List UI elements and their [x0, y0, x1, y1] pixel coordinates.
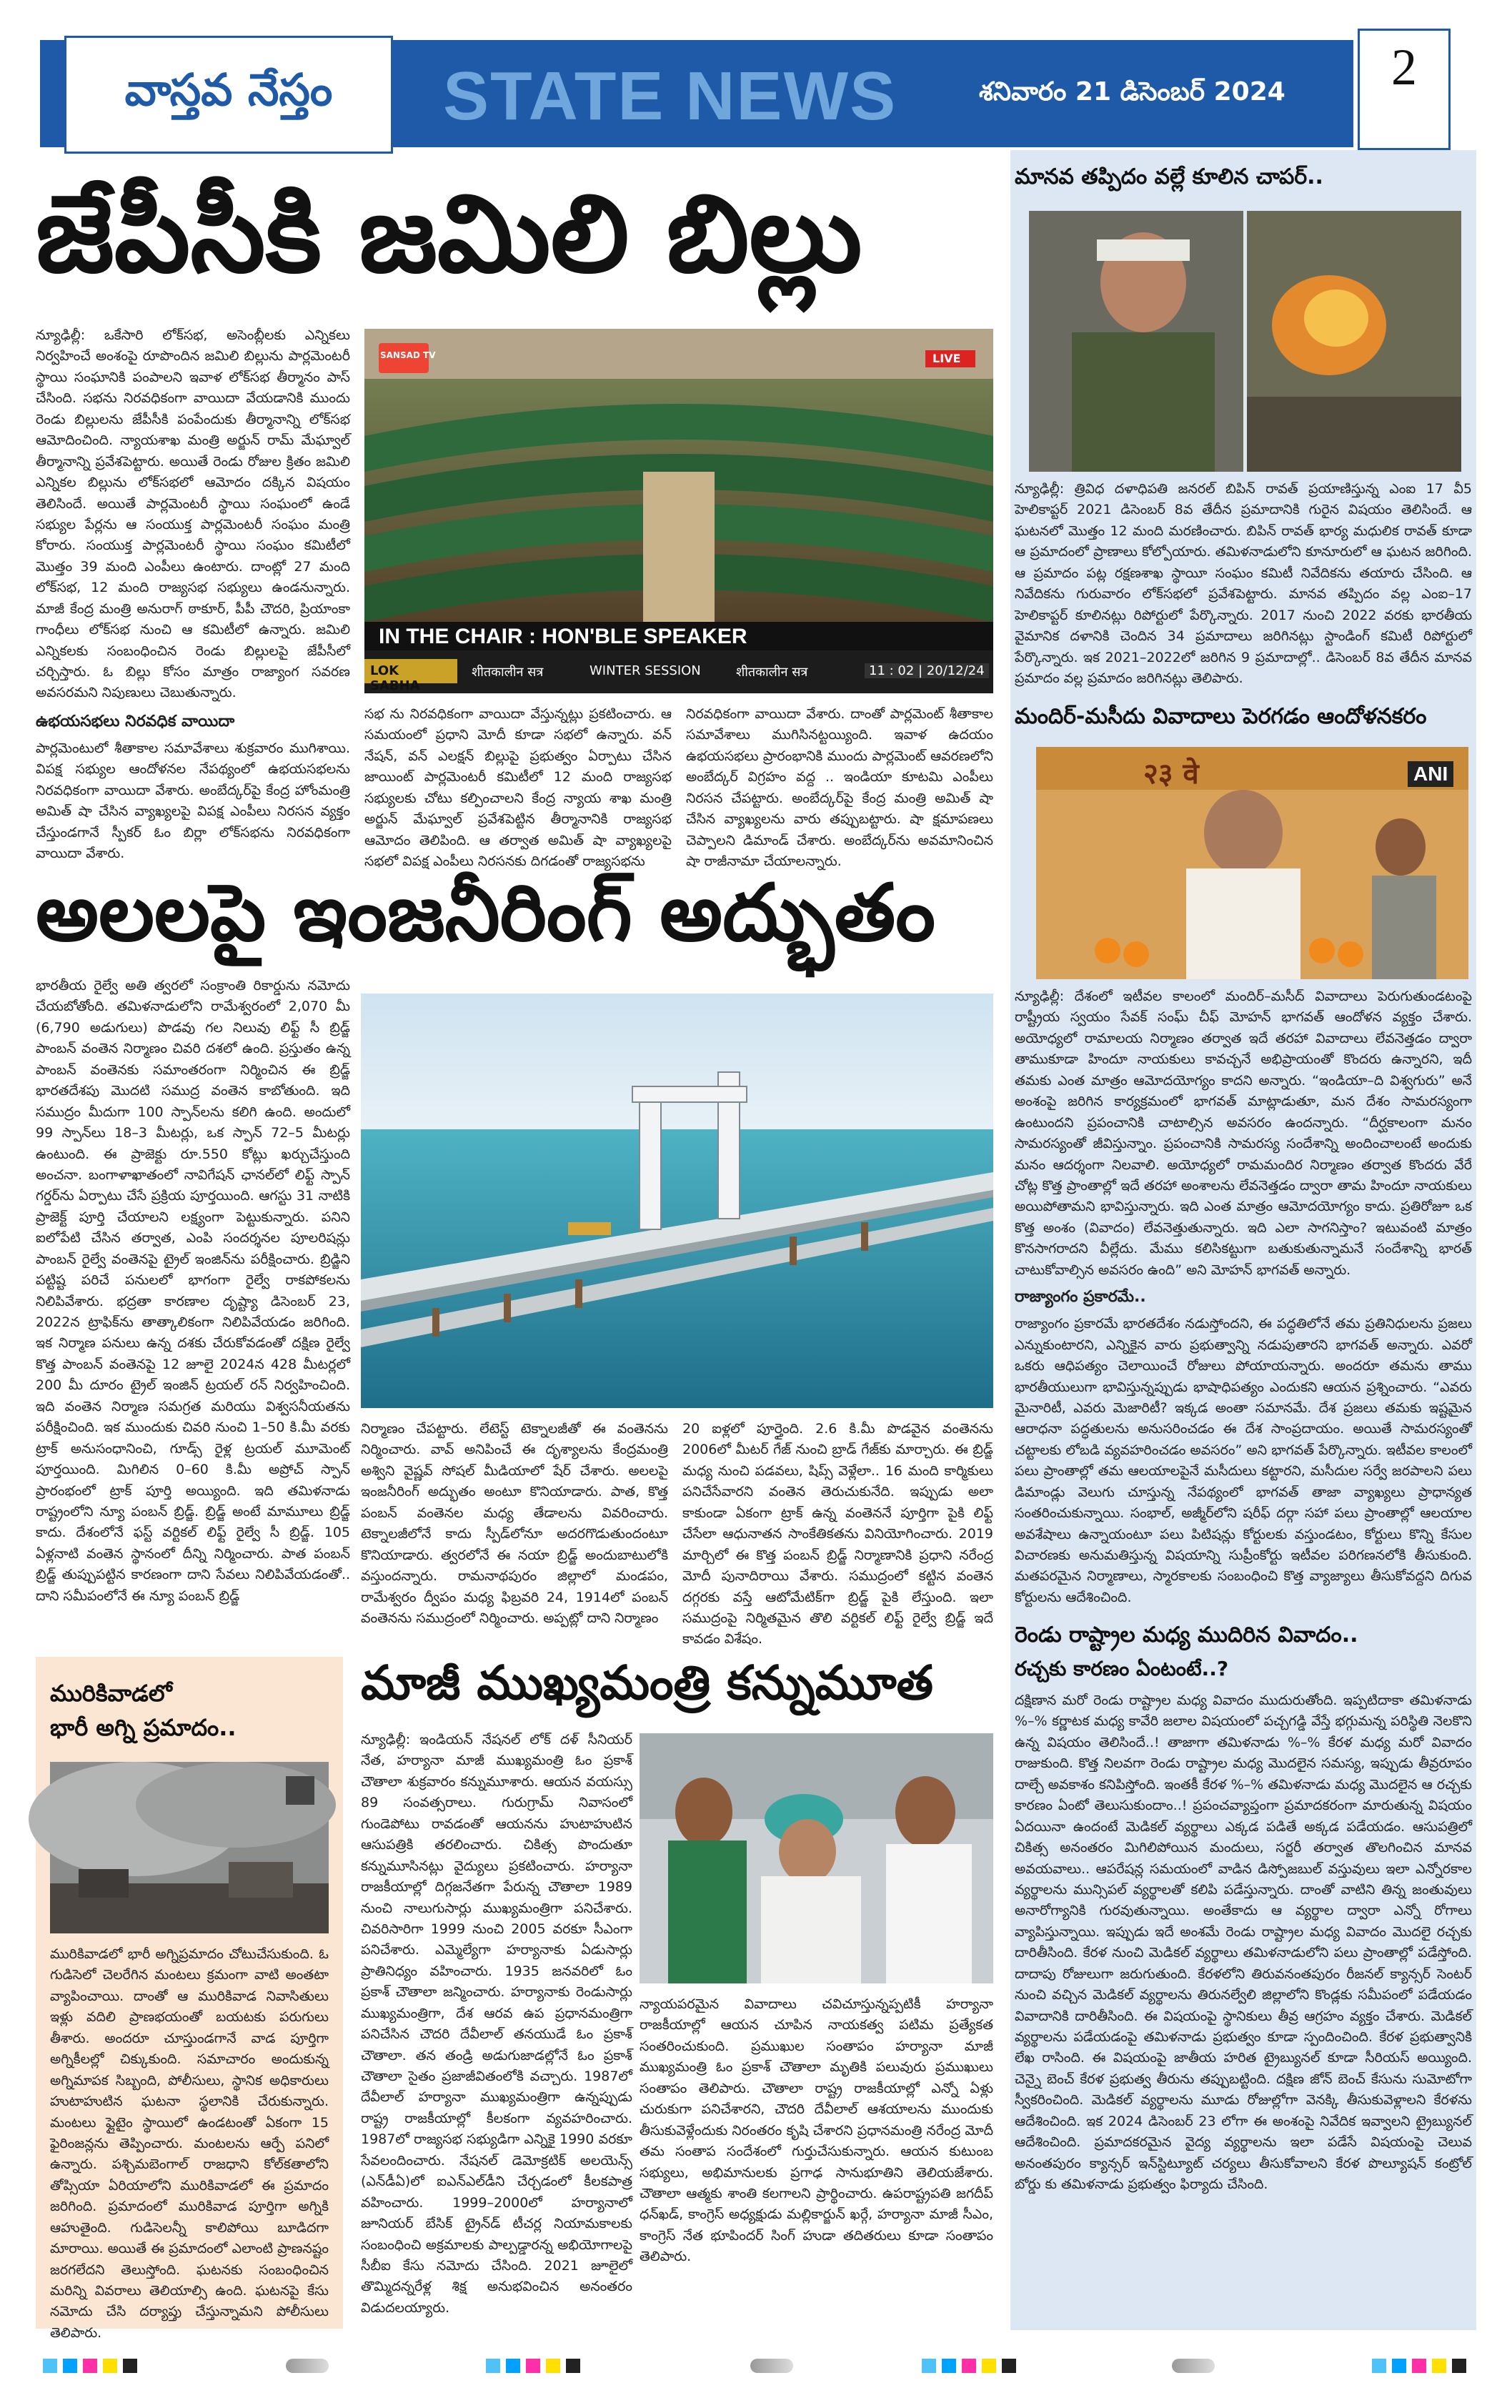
registration-marks-mid	[486, 2359, 580, 2373]
fire-headline-line1: మురికివాడలో	[50, 1680, 172, 1707]
tv-channel-logo: SANSAD TV	[380, 350, 436, 360]
sidebar-story1-body: న్యూఢిల్లీ: త్రివిధ దళాధిపతి జనరల్ బిపిన్ రావత్ ప్రయాణిస్తున్న ఎంఐ 17 వీ5 హెలికాప్టర్ 2021 డిసెంబర్ 8వ తేదీన ప్రమాదానికి గురైన విషయం తెలిసిందే. ఆ ఘటనలో మొత్తం 12 మంది మరణించారు. బిపిన్ రావత్ భార్య మధులిక రావత్ కూడా ఆ ప్రమాదంలో ప్రాణాలు కోల్పోయారు. తమిళనాడులోని కూనూరులో ఆ ఘటన జరిగింది. ఆ ప్రమాదం పట్ల రక్షణశాఖ స్థాయీ సంఘం కమిటీ నివేదికను తయారు చేసింది. ఆ నివేదికను గురువారం లోక్‌సభలో ప్రవేశపెట్టారు. మానవ తప్పిదం వల్ల ఎంఐ–17 హెలికాప్టర్ కూలినట్లు రిపోర్టులో పేర్కొన్నారు. 2017 నుంచి 2022 వరకు భారతీయ వైమానిక దళానికి చెందిన 34 ప్రమాదాలు జరిగినట్లు స్టాండింగ్ కమిటీ రిపోర్టులో పేర్కొన్నారు. ఇక 2021–2022లో జరిగిన 9 ప్రమాదాల్లో.. డిసెంబర్ 8వ తేదీన మానవ ప్రమాదం వల్ల ప్రమాదం జరిగినట్లు తెలిపారు.	[1015, 481, 1472, 686]
bhagwat-photo	[1036, 747, 1468, 979]
sidebar-story2-headline: మందిర్-మసీదు వివాదాలు పెరగడం ఆందోళనకరం	[1015, 704, 1427, 729]
lead-column-3: నిరవధికంగా వాయిదా వేశారు. దాంతో పార్లమెంట్ శీతాకాల సమావేశాలు ముగిసినట్టయ్యింది. ఇవాళ ఉదయం ఉభయసభలు ప్రారంభానికి ముందు పార్లమెంట్ ఆవరణలోని అంబేద్కర్ విగ్రహం వద్ద .. ఇండియా కూటమి ఎంపీలు నిరసన చేపట్టారు. అంబేద్కర్‌పై కేంద్ర మంత్రి అమిత్ షా చేసిన వ్యాఖ్యలను వారు తప్పుబట్టారు. షా క్షమాపణలు చెప్పాలని డిమాండ్ చేశారు. అంబేద్కర్‌ను అవమానించిన షా రాజీనామా చేయాలన్నారు.	[686, 706, 993, 870]
bridge-headline: అలలపై ఇంజనీరింగ్ అద్భుతం	[36, 867, 935, 958]
lead-column-1	[36, 325, 350, 862]
tv-caption: IN THE CHAIR : HON'BLE SPEAKER	[379, 625, 747, 648]
fire-body: మురికివాడలో భారీ అగ్నిప్రమాదం చోటుచేసుకుంది. ఓ గుడిసెలో చెలరేగిన మంటలు క్రమంగా వాటి అంతటా వ్యాపించాయి. దాంతో ఆ మురికివాడ నివాసితులు ఇళ్లు వదిలి ప్రాణభయంతో బయటకు పరుగులు తీశారు. అందరూ చూస్తుండగానే వాడ పూర్తిగా అగ్నికీలల్లో చిక్కుకుంది. సమాచారం అందుకున్న అగ్నిమాపక సిబ్బంది, పోలీసులు, స్థానిక అధికారులు హుటాహుటిన ఘటనా స్థలానికి చేరుకున్నారు. మంటలు ఫ్లైటైం స్థాయిలో ఉండటంతో ఏకంగా 15 ఫైరింజన్లను తెప్పించారు. మంటలను ఆర్పే పనిలో ఉన్నారు. పశ్చిమబెంగాల్ రాజధాని కోల్‌కతాలోని తోప్సియా ఏరియాలోని మురికివాడలో ఈ ప్రమాదం జరిగింది. ప్రమాదంలో మురికివాడ పూర్తిగా అగ్నికి ఆహుతైంది. గుడిసెలన్నీ కాలిపోయి బూడిదగా మారాయి. అయితే ఈ ప్రమాదంలో ఎలాంటి ప్రాణనష్టం జరగలేదని తెలుస్తోంది. ఘటనకు సంబంధించిన మరిన్ని వివరాలు తెలియాల్సి ఉంది. ఘటనపై కేసు నమోదు చేసి దర్యాప్తు చేస్తున్నామని పోలీసులు తెలిపారు.	[50, 1946, 329, 2341]
sidebar-story3-headline: రెండు రాష్ట్రాల మధ్య ముదిరిన వివాదం..	[1015, 1622, 1358, 1648]
lead-col1b-text: పార్లమెంటులో శీతాకాల సమావేశాలు శుక్రవారం ముగిశాయి. విపక్ష సభ్యుల ఆందోళనల నేపథ్యంలో ఉభయసభలను నిరవధికంగా వాయిదా వేశారు. అంబేద్కర్‌పై కేంద్ర హోంమంత్రి అమిత్ షా చేసిన వ్యాఖ్యలపై విపక్ష ఎంపీలు నిరసన వ్యక్తం చేస్తుండగానే స్పీకర్ ఓం బిర్లా లోక్‌సభను నిరవధికంగా వాయిదా వేశారు.	[36, 740, 350, 862]
issue-date: శనివారం 21 డిసెంబర్ 2024	[979, 77, 1285, 106]
registration-pill-1	[286, 2359, 329, 2373]
registration-marks-mid2	[922, 2359, 1016, 2373]
registration-marks-left	[43, 2359, 137, 2373]
registration-pill-2	[750, 2359, 793, 2373]
event-banner-text: २३ वे	[1143, 758, 1199, 791]
fire-headline	[50, 1676, 329, 1745]
bhagwat-illustration	[1036, 747, 1468, 979]
sidebar-story3-subhead: రచ్చకు కారణం ఏంటంటే..?	[1015, 1657, 1229, 1680]
cm-column-2: న్యాయపరమైన వివాదాలు చవిచూస్తున్నప్పటికీ హర్యానా రాజకీయాల్లో ఆయన చూపిన నాయకత్వ పటిమ ప్రత్యేకత సంతరించుకుంది. ప్రముఖుల సంతాపం హర్యానా మాజీ ముఖ్యమంత్రి ఓం ప్రకాశ్ చౌతాలా మృతికి పలువురు ప్రముఖులు సంతాపం తెలిపారు. చౌతాలా రాష్ట్ర రాజకీయాల్లో ఎన్నో ఏళ్లు చురుకుగా పనిచేశారని, చౌదరి దేవీలాల్ ఆశయాలను ముందుకు తీసుకువెళ్లేందుకు నిరంతరం కృషి చేశారని ప్రధానమంత్రి నరేంద్ర మోదీ తమ సంతాప సందేశంలో గుర్తుచేసుకున్నారు. ఆయన కుటుంబ సభ్యులు, అభిమానులకు ప్రగాఢ సానుభూతిని తెలియజేశారు. చౌతాలా ఆత్మకు శాంతి కలగాలని ప్రార్థించారు. ఉపరాష్ట్రపతి జగదీప్ ధన్‌ఖడ్, కాంగ్రెస్ అధ్యక్షుడు మల్లికార్జున్ ఖర్గే, హర్యానా మాజీ సీఎం, కాంగ్రెస్ నేత భూపిందర్ సింగ్ హుడా తదితరులు కూడా సంతాపం తెలిపారు.	[640, 1996, 993, 2265]
chopper-crash-photo	[1029, 211, 1461, 472]
section-title: STATE NEWS	[443, 58, 897, 134]
pamban-bridge-photo	[361, 994, 993, 1408]
sidebar-story2-subhead: రాజ్యాంగం ప్రకారమే..	[1015, 1288, 1146, 1307]
newspaper-logo: వాస్తవ నేస్తం	[64, 36, 393, 154]
tv-band-mid3: शीतकालीन सत्र	[736, 665, 808, 680]
pamban-bridge-illustration	[361, 994, 993, 1408]
tv-live-badge: LIVE	[932, 352, 961, 365]
page-number: 2	[1358, 29, 1451, 150]
lead-subhead: ఉభయసభలు నిరవధిక వాయిదా	[36, 712, 235, 730]
tv-band-mid1: शीतकालीन सत्र	[472, 665, 544, 680]
lead-headline: జేపీసీకి జమిలి బిల్లు	[36, 172, 862, 297]
lead-column-2: సభ ను నిరవధికంగా వాయిదా వేస్తున్నట్లు ప్రకటించారు. ఆ సమయంలో ప్రధాని మోదీ కూడా సభలో ఉన్నారు. వన్ నేషన్, వన్ ఎలక్షన్ బిల్లుపై ప్రభుత్వం ఏర్పాటు చేసిన జాయింట్ పార్లమెంటరీ కమిటీలో 12 మంది రాజ్యసభ సభ్యులకు చోటు కల్పించాలని కేంద్ర న్యాయ శాఖ మంత్రి అర్జున్ మేఘ్వాల్ ప్రవేశపెట్టిన తీర్మానానికి రాజ్యసభ ఆమోదం తెలిపింది. ఆ తర్వాత అమిత్ షా వ్యాఖ్యలపై సభలో విపక్ష ఎంపీలు నిరసనకు దిగడంతో రాజ్యసభను	[364, 706, 672, 870]
sidebar-story2-text: న్యూఢిల్లీ: దేశంలో ఇటీవల కాలంలో మందిర్–మసీద్ వివాదాలు పెరుగుతుండటంపై రాష్ట్రీయ స్వయం సేవక్ సంఘ్ చీఫ్ మోహన్ భాగవత్ ఆందోళన వ్యక్తం చేశారు. అయోధ్యలో రామాలయ నిర్మాణం తర్వాత ఇదే తరహా వివాదాలు లేవనెత్తడం ద్వారా తాముకూడా హిందూ నాయకులు కావచ్చనే అభిప్రాయంతో కొందరు ఉన్నారని, ఇదీ తమకు ఎంత మాత్రం ఆమోదయోగ్యం కాదని అన్నారు. “ఇండియా–ది విశ్వగురు” అనే అంశంపై జరిగిన కార్యక్రమంలో భాగవత్ మాట్లాడుతూ, మన దేశం సామరస్యంగా ఉంటుందని ప్రపంచానికి చాటాల్సిన అవసరం ఉందన్నారు. “దీర్ఘకాలంగా మనం సామరస్యంతో జీవిస్తున్నాం. ప్రపంచానికి సామరస్య సందేశాన్ని అందించాలంటే అందుకు మనం ఆదర్శంగా నిలవాలి. అయోధ్యలో రామమందిర నిర్మాణం తర్వాత కొందరు వేరే చోట్ల కొత్త ప్రాంతాల్లో ఇదే తరహా అంశాలను లేవనెత్తడం ద్వారా తామ హిందూ నాయకులు అయిపోతామని భావిస్తున్నారు. ఇది ఎంత మాత్రం ఆమోదయోగ్యం కాదు. ప్రతిరోజూ ఒక కొత్త అంశం (వివాదం) లేవనెత్తుతున్నారు. ఇది ఎలా సాగనిస్తాం? ఇటువంటి మాత్రం కొనసాగరాదని వీల్లేదు. మేము కలిసికట్టుగా బతుకుతున్నామనే సందేశాన్ని భారత్ చాటుకోవాల్సిన అవసరం ఉంది” అని మోహన్ భాగవత్ అన్నారు.	[1015, 989, 1472, 1278]
cm-column-1: న్యూఢిల్లీ: ఇండియన్ నేషనల్ లోక్ దళ్ సీనియర్ నేత, హర్యానా మాజీ ముఖ్యమంత్రి ఓం ప్రకాశ్ చౌతాలా శుక్రవారం కన్నుమూశారు. ఆయన వయస్సు 89 సంవత్సరాలు. గురుగ్రామ్ నివాసంలో గుండెపోటు రావడంతో ఆయనను హుటాహుటిన ఆసుపత్రికి తరలించారు. చికిత్స పొందుతూ కన్నుమూసినట్లు వైద్యులు ప్రకటించారు. హర్యానా రాజకీయాల్లో దిగ్గజనేతగా పేరున్న చౌతాలా 1989 నుంచి నాలుగుసార్లు ముఖ్యమంత్రిగా పనిచేశారు. చివరిసారిగా 1999 నుంచి 2005 వరకూ సీఎంగా పనిచేశారు. ఎమ్మెల్యేగా హర్యానాకు ఏడుసార్లు ప్రాతినిధ్యం వహించారు. 1935 జనవరిలో ఓం ప్రకాశ్ చౌతాలా జన్మించారు. హర్యానాకు రెండుసార్లు ముఖ్యమంత్రిగా, దేశ ఆరవ ఉప ప్రధానమంత్రిగా పనిచేసిన చౌదరి దేవీలాల్ తనయుడే ఓం ప్రకాశ్ చౌతాలా. తన తండ్రి అడుగుజాడల్లోనే ఓం ప్రకాశ్ చౌతాలా సైతం ప్రజాజీవితంలోకి వచ్చారు. 1987లో దేవీలాల్ హర్యానా ముఖ్యమంత్రిగా ఉన్నప్పుడు రాష్ట్ర రాజకీయాల్లో కీలకంగా వ్యవహరించారు. 1987లో రాజ్యసభ సభ్యుడిగా ఎన్నికై 1990 వరకూ సేవలందించారు. నేషనల్ డెమోక్రటిక్ అలయెన్స్ (ఎన్‌డీఏ)లో ఐఎన్ఎల్‌డీని చేర్చడంలో కీలకపాత్ర వహించారు. 1999–2000లో హర్యానాలో జూనియర్ బేసిక్ ట్రైన్‌డ్ టీచర్ల నియామకాలకు సంబంధించి అక్రమాలకు పాల్పడ్డారన్న అభియోగాలపై సీబీఐ కేసు నమోదు చేసింది. 2021 జూలైలో తొమ్మిదన్నరేళ్ల శిక్ష అనుభవించిన అనంతరం విడుదలయ్యారు.	[361, 1732, 632, 2316]
sidebar-story3-body: దక్షిణాన మరో రెండు రాష్ట్రాల మధ్య వివాదం ముదురుతోంది. ఇప్పటిదాకా తమిళనాడు %–% కర్ణాటక మధ్య కావేరి జలాల విషయంలో పచ్చగడ్డి వేస్తే భగ్గుమన్న పరిస్థితి నెలకొని ఉన్న విషయం తెలిసిందే..! తాజాగా తమిళనాడు %–% కేరళ మధ్య మరో వివాదం రాజుకుంది. కొత్త నిలవగా రెండు రాష్ట్రాల మధ్య మొదలైన సమస్య, ఇప్పుడు తీవ్రరూపం దాల్చే అవకాశం కనిపిస్తోంది. ఇంతకీ కేరళ %–% తమిళనాడు మధ్య మొదలైన ఆ రచ్చకు కారణం ఏంటో తెలుసుకుందాం..! ప్రపంచవ్యాప్తంగా ప్రమాదకరంగా మారుతున్న విషయం ఏదయినా ఉందంటే మెడికల్ వ్యర్థాలు ఎక్కడ పడితే అక్కడ పడేయడం. ఆసుపత్రిలో చికిత్స అనంతరం మిగిలిపోయిన మందులు, సర్జరీ తర్వాత తొలగించిన మానవ అవయవాలు.. ఆపరేషన్ల సమయంలో వాడిన డిస్పోజబుల్ వస్తువులు ఇలా ఎన్నోరకాల వ్యర్థాలను మున్సిపల్ వ్యర్థాలతో కలిపి పడేస్తున్నారు. దాంతో వాటిని తిన్న జంతువులు అనారోగ్యానికి గురవుతున్నాయి. అంతేకాదు ఆ వ్యర్థాల ద్వారా ఎన్నో రోగాలు వ్యాపిస్తున్నాయి. ఇప్పుడు ఇదే అంశమే రెండు రాష్ట్రాల మధ్య వివాదం మొదలై రచ్చకు దారితీసింది. కేరళ నుంచి మెడికల్ వ్యర్థాలు తమిళనాడులోని పలు ప్రాంతాల్లో పడేస్తోంది. దాదాపు రోజులుగా జరుగుతుంది. కేరళలోని తిరువనంతపురం రీజనల్ క్యాన్సర్ సెంటర్ నుంచి వచ్చిన మెడికల్ వ్యర్థాలను తిరునల్వేలి జిల్లాలోని కొండ్లకు సమీపంలో పడేయడం వివాదానికి దారితీసింది. ఈ విషయంపై స్థానికులు తీవ్ర ఆగ్రహం వ్యక్తం చేశారు. మెడికల్ వ్యర్థాలను పడేయడంపై తమిళనాడు ప్రభుత్వం కూడా స్పందించింది. కేరళ ప్రభుత్వానికి లేఖ రాసింది. ఈ విషయంపై జాతీయ హరిత ట్రైబ్యునల్ కూడా సీరియస్ అయ్యింది. చెన్నై బెంచ్‌ కేరళ ప్రభుత్వ తీరును తప్పుబట్టింది. దక్షిణ జోన్ బెంచ్ కేసును సుమోటోగా స్వీకరించింది. మెడికల్ వ్యర్థాలను మూడు రోజుల్లోగా వెనక్కి తీసుకువెళ్లాలని కేరళను ఆదేశించింది. ఇక 2024 డిసెంబర్ 23 లోగా ఈ అంశంపై నివేదిక ఇవ్వాలని ట్రైబ్యునల్ ఆదేశించింది. ప్రమాదకరమైన వైద్య వ్యర్థాలను ఇలా పడేసే విషయంపై చెలువ అనంతపురం క్యాన్సర్ ఇన్‌స్టిట్యూట్ చర్యలు తీసుకోవాలని కేరళ పొల్యూషన్ కంట్రోల్ బోర్డు కు తమిళనాడు ప్రభుత్వం ఫిర్యాదు చేసింది.	[1015, 1693, 1472, 2193]
fire-illustration	[50, 1762, 329, 1933]
tv-band-mid2: WINTER SESSION	[590, 663, 701, 678]
lok-sabha-photo	[364, 329, 993, 693]
registration-marks-right	[1372, 2359, 1466, 2373]
bridge-column-2: నిర్మాణం చేపట్టారు. లేటెస్ట్ టెక్నాలజీతో ఈ వంతెనను నిర్మించారు. వావ్ అనిపించే ఈ దృశ్యాలను కేంద్రమంత్రి అశ్విని వైష్ణవ్ సోషల్ మీడియాలో షేర్ చేశారు. అలలపై ఇంజనీరింగ్ అద్భుతం అంటూ కొనియాడారు. పాత, కొత్త పంబన్ వంతెనల మధ్య తేడాలను వివరించారు. టెక్నాలజీలోనే కాదు స్పీడ్‌లోనూ అదరగొడుతుందంటూ కొనియాడారు. త్వరలోనే ఈ నయా బ్రిడ్జ్ అందుబాటులోకి వస్తుందన్నారు. రామనాథపురం జిల్లాలో మండపం, రామేశ్వరం ద్వీపం మధ్య ఫిబ్రవరి 24, 1914లో పంబన్ వంతెనను సముద్రంలో నిర్మించారు. అప్పట్లో దాని నిర్మాణం	[361, 1421, 668, 1626]
ani-watermark: ANI	[1408, 761, 1453, 787]
fire-headline-line2: భారీ అగ్ని ప్రమాదం..	[50, 1714, 237, 1741]
lead-col1-text: న్యూఢిల్లీ: ఒకేసారి లోక్‌సభ, అసెంబ్లీలకు ఎన్నికలు నిర్వహించే అంశంపై రూపొందిన జమిలి బిల్లును పార్లమెంటరీ స్థాయి సంఘానికి పంపాలని ఇవాళ లోక్‌సభ తీర్మానం పాస్ చేసింది. సభను నిరవధికంగా వాయిదా వేయడానికి ముందు రెండు బిల్లులను జేపీసీకి పంపేందుకు తీర్మానాన్ని లోక్‌సభ ఆమోదించింది. న్యాయశాఖ మంత్రి అర్జున్ రామ్ మేఘ్వాల్ తీర్మానాన్ని ప్రవేశపెట్టారు. అయితే రెండు రోజుల క్రితం జమిలి ఎన్నికల బిల్లును లోక్‌సభలో ఆమోదం దక్కిన విషయం తెలిసిందే. అయితే పార్లమెంటరీ స్థాయి సంఘంలో ఉండే సభ్యుల పేర్లను ఆ సంయుక్త పార్లమెంటరీ సంఘం మంత్రి కోరారు. సంయుక్త పార్లమెంటరీ స్థాయి సంఘం కమిటీలో మొత్తం 39 మంది ఎంపీలు ఉంటారు. దాంట్లో 27 మంది లోక్‌సభ, 12 మంది రాజ్యసభ సభ్యులు ఉండనున్నారు. మాజీ కేంద్ర మంత్రి అనురాగ్ ఠాకూర్, పీపీ చౌదరి, ప్రియాంకా గాంధీలు లోక్‌సభ నుంచి ఆ కమిటీలో ఉన్నారు. జమిలి ఎన్నికలకు సంబంధించిన రెండు బిల్లులపై జేపీసీలో చర్చిస్తారు. ఓ బిల్లు కోసం మాత్రం రాజ్యాంగ సవరణ అవసరమని నిపుణులు చెబుతున్నారు.	[36, 327, 350, 701]
sidebar-story1-headline: మానవ తప్పిదం వల్లే కూలిన చాపర్..	[1015, 164, 1323, 189]
bridge-column-3: 20 ఐళ్లలో పూర్తైంది. 2.6 కి.మీ పొడవైన వంతెనను 2006లో మీటర్ గేజ్ నుంచి బ్రాడ్ గేజ్‌కు మార్చారు. ఈ బ్రిడ్జ్ మధ్య నుంచి పడవలు, షిప్స్ వెళ్లేలా.. 16 మంది కార్మికులు పనిచేసేవారని వంతెన తెరుచుకునేది. ఇప్పుడు అలా కాకుండా ఏకంగా ట్రాక్ ఉన్న వంతెననే పూర్తిగా పైకి లిఫ్ట్ చేసేలా ఆధునాతన సాంకేతికతను వినియోగించారు. 2019 మార్చిలో ఈ కొత్త పంబన్ బ్రిడ్జ్ నిర్మాణానికి ప్రధాని నరేంద్ర మోదీ పునాదిరాయి వేశారు. సముద్రంలో కట్టిన వంతెన దగ్గరకు వస్తే ఆటోమేటిక్‌గా బ్రిడ్జ్ పైకి లేస్తుంది. ఇలా సముద్రంపై నిర్మితమైన తొలి వర్టికల్ లిఫ్ట్ రైల్వే బ్రిడ్జ్ ఇదే కావడం విశేషం.	[682, 1421, 993, 1648]
cm-headline: మాజీ ముఖ్యమంత్రి కన్నుమూత	[361, 1655, 933, 1710]
sidebar-story2-text2: రాజ్యాంగం ప్రకారమే భారతదేశం నడుస్తోందని, ఈ పద్ధతిలోనే తమ ప్రతినిధులను ప్రజలు ఎన్నుకుంటారని, ఎన్నికైన వారు ప్రభుత్వాన్ని నడుపుతారని భాగవత్ అన్నారు. ఎవరో ఒకరు ఆధిపత్యం చెలాయించే రోజులు పోయాయన్నారు. అందరూ తమను తాము భారతీయులుగా భావిస్తున్నప్పుడు భాషాధిపత్యం ఎందుకని ఆయన ప్రశ్నించారు. “ఎవరు మైనారిటీ, ఎవరు మెజారిటీ? ఇక్కడ అంతా సమానమే. దేశ ప్రజలు తమకు ఇష్టమైన ఆరాధనా పద్ధతులను అనుసరించడం ఈ దేశ సాంప్రదాయం. అయితే సామరస్యంతో చట్టాలకు లోబడి వ్యవహరించడం అవసరం” అని భాగవత్ పేర్కొన్నారు. ఇటీవల కాలంలో పలు ప్రాంతాల్లో తమ ఆలయాలపైనే మసీదులు కట్టారని, మసీదుల సర్వే జరపాలని పలు డిమాండ్లు వెలుగు చూస్తున్న నేపథ్యంలో భాగవత్ తాజా వ్యాఖ్యలు ప్రాధాన్యత సంతరించుకున్నాయి. సంభాల్, అజ్మీర్‌లోని షరీఫ్ దర్గా సహా పలు ప్రాంతాల్లో ఆలయాల అవశేషాలు ఉన్నాయంటూ పలు పిటిషన్లు కోర్టులకు వస్తుండటం, కోర్టులు కొన్ని కేసుల విచారణకు అనుమతిస్తున్న విషయాన్ని సుప్రీంకోర్టు ఇటీవల పరిగణనలోకి తీసుకుంది. మతపరమైన నిర్మాణాలు, స్మారకాలకు సంబంధించి కొత్త వ్యాజ్యాలు తీసుకోవద్దని దిగువ కోర్టులను ఆదేశించింది.	[1015, 1316, 1472, 1605]
fire-photo	[50, 1762, 329, 1933]
bridge-column-1: భారతీయ రైల్వే అతి త్వరలో సంక్రాంతి రికార్డును నమోదు చేయబోతోంది. తమిళనాడులోని రామేశ్వరంలో 2,070 మీ (6,790 అడుగులు) పొడవు గల నిలువు లిఫ్ట్ సీ బ్రిడ్జ్ పాంబన్ వంతెన నిర్మాణం చివరి దశలో ఉంది. ప్రస్తుతం ఉన్న పాంబన్ వంతెనకు సమాంతరంగా నిర్మించిన ఈ బ్రిడ్జ్ భారతదేశపు మొదటి సముద్ర వంతెన కాబోతుంది. ఇది సముద్రం మీదుగా 100 స్పాన్‌లను కలిగి ఉంది. అందులో 99 స్పాన్‌లు 18–3 మీటర్లు, ఒక స్పాన్ 72–5 మీటర్లు ఉంటుంది. ఈ ప్రాజెక్టు రూ.550 కోట్లు ఖర్చుచేస్తుంది అంచనా. బంగాళాఖాతంలో నావిగేషన్ ఛానల్‌లో లిఫ్ట్ స్పాన్ గర్డర్‌ను ఏర్పాటు చేసే ప్రక్రియ పూర్తయింది. ఆగస్టు 31 నాటికి ప్రాజెక్ట్ పూర్తి చేయాలని లక్ష్యంగా పెట్టుకున్నారు. పనిని ఐలోపేటి చేసిన తర్వాత, ఎంపి సందర్శనల పూలరిషన్లు పాంబన్ రైల్వే వంతెనపై ట్రైల్ ఇంజిన్‌ను పరీక్షించారు. బ్రిడ్జిని పట్టిష్ట పరిచే పనులలో భాగంగా రైల్వే రాకపోకలను నిలిపివేశారు. భద్రతా కారణాల దృష్ట్యా డిసెంబర్ 23, 2022న ట్రాఫిక్‌ను తాత్కాలికంగా నిలిపివేయడం జరిగింది. ఇక నిర్మాణ పనులు ఉన్న దశకు చేరుకోవడంతో దక్షిణ రైల్వే కొత్త పాంబన్ వంతెనపై 12 జూలై 2024న 428 మీటర్లలో 200 మీ దూరం ట్రైల్ ఇంజిన్ ట్రయల్ రన్ నిర్వహించింది. ఇది వంతెన నిర్మాణ సమగ్రత మరియు విశ్వసనీయతను పరీక్షించింది. ఇక ముందుకు చివరి నుంచి 1–50 కి.మీ వరకు ట్రాక్ అనుసంధానించి, గూడ్స్ రైళ్ల ట్రయల్ మూమెంట్ పూర్తయింది. మిగిలిన 0–60 కి.మీ అప్రోచ్ స్పాన్ ప్రారంభంలో ట్రాక్ పూర్తి అయ్యింది. ఇది తమిళనాడు రాష్ట్రంలోని న్యూ పంబన్ బ్రిడ్జ్. బ్రిడ్జ్ అంటే మామూలు బ్రిడ్జ్ కాదు. దేశంలోనే ఫస్ట్ వర్టికల్ లిఫ్ట్ రైల్వే సీ బ్రిడ్జ్. 105 ఏళ్లనాటి వంతెన స్థానంలో దీన్ని నిర్మించారు. పాత పంబన్ బ్రిడ్జ్ తుప్పుపట్టిన కారణంగా దాని సేవలు నిలిపివేయడంతో.. దాని సమీపంలోనే ఈ న్యూ పంబన్ బ్రిడ్జ్	[36, 978, 350, 1604]
cm-illustration	[640, 1733, 993, 1983]
tv-time: 11 : 02 | 20/12/24	[865, 663, 989, 678]
cm-photo	[640, 1733, 993, 1983]
registration-pill-3	[1172, 2359, 1215, 2373]
tv-band-left: LOK SABHA	[364, 659, 457, 683]
sidebar-story2-body	[1015, 986, 1472, 1615]
chopper-crash-illustration	[1029, 211, 1461, 472]
